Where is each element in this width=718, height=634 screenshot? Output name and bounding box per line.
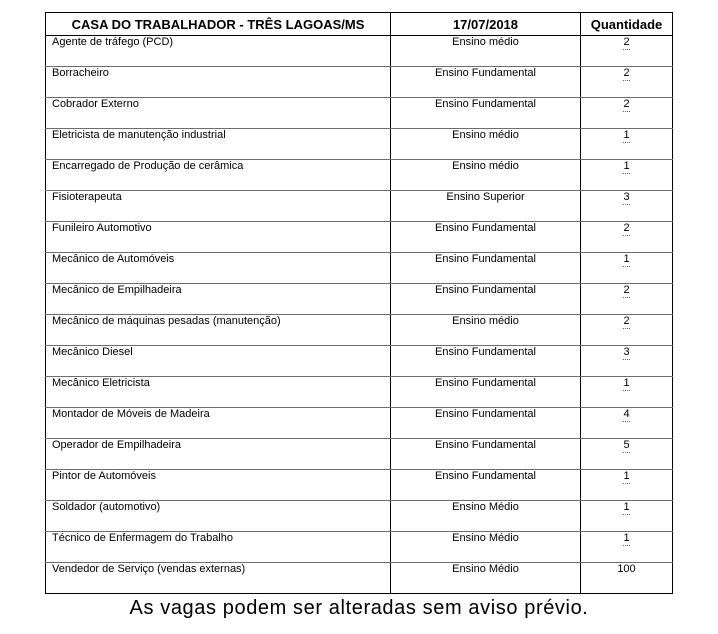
quantity-value: 1 xyxy=(623,532,630,544)
table-row xyxy=(46,439,673,470)
quantity-cell xyxy=(581,439,673,470)
table-row xyxy=(46,470,673,501)
quantity-cell xyxy=(581,377,673,408)
job-title-cell: Técnico de Enfermagem do Trabalho xyxy=(46,532,391,563)
quantity-value: 2 xyxy=(623,36,630,48)
quantity-cell xyxy=(581,501,673,532)
quantity-value: 1 xyxy=(623,470,630,482)
quantity-value: 1 xyxy=(623,160,630,172)
job-title-cell: Operador de Empilhadeira xyxy=(46,439,391,470)
quantity-value: 2 xyxy=(623,67,630,79)
education-cell: Ensino médio xyxy=(391,129,581,160)
job-title-cell: Mecânico de Automóveis xyxy=(46,253,391,284)
quantity-value: 1 xyxy=(623,129,630,141)
header-quantity: Quantidade xyxy=(581,13,673,36)
quantity-cell xyxy=(581,315,673,346)
education-cell: Ensino médio xyxy=(391,315,581,346)
quantity-cell xyxy=(581,129,673,160)
quantity-cell xyxy=(581,191,673,222)
quantity-value: 2 xyxy=(623,284,630,296)
table-row xyxy=(46,563,673,594)
education-cell: Ensino Fundamental xyxy=(391,408,581,439)
table-row xyxy=(46,67,673,98)
education-cell: Ensino Médio xyxy=(391,563,581,594)
education-cell: Ensino Fundamental xyxy=(391,98,581,129)
quantity-value: 1 xyxy=(623,253,630,265)
education-cell: Ensino Médio xyxy=(391,532,581,563)
job-title-cell: Fisioterapeuta xyxy=(46,191,391,222)
table-row xyxy=(46,408,673,439)
job-title-cell: Vendedor de Serviço (vendas externas) xyxy=(46,563,391,594)
education-cell: Ensino médio xyxy=(391,160,581,191)
job-vacancies-table xyxy=(45,12,673,594)
quantity-value: 3 xyxy=(623,191,630,203)
education-cell: Ensino Fundamental xyxy=(391,439,581,470)
job-title-cell: Borracheiro xyxy=(46,67,391,98)
quantity-cell xyxy=(581,98,673,129)
job-title-cell: Cobrador Externo xyxy=(46,98,391,129)
table-row xyxy=(46,501,673,532)
job-title-cell: Encarregado de Produção de cerâmica xyxy=(46,160,391,191)
table-header-row xyxy=(46,13,673,36)
education-cell: Ensino Fundamental xyxy=(391,470,581,501)
quantity-cell xyxy=(581,284,673,315)
table-row xyxy=(46,129,673,160)
job-title-cell: Pintor de Automóveis xyxy=(46,470,391,501)
header-title: CASA DO TRABALHADOR - TRÊS LAGOAS/MS xyxy=(46,13,391,36)
quantity-cell xyxy=(581,222,673,253)
education-cell: Ensino Médio xyxy=(391,501,581,532)
job-title-cell: Agente de tráfego (PCD) xyxy=(46,36,391,67)
quantity-cell xyxy=(581,532,673,563)
quantity-value: 2 xyxy=(623,315,630,327)
education-cell: Ensino médio xyxy=(391,36,581,67)
quantity-cell xyxy=(581,563,673,594)
table-row xyxy=(46,222,673,253)
quantity-cell xyxy=(581,253,673,284)
quantity-value: 2 xyxy=(623,222,630,234)
job-title-cell: Mecânico Eletricista xyxy=(46,377,391,408)
education-cell: Ensino Fundamental xyxy=(391,253,581,284)
education-cell: Ensino Fundamental xyxy=(391,222,581,253)
table-row xyxy=(46,346,673,377)
table-row xyxy=(46,191,673,222)
quantity-value: 100 xyxy=(617,563,636,575)
education-cell: Ensino Fundamental xyxy=(391,377,581,408)
table-row xyxy=(46,36,673,67)
quantity-cell xyxy=(581,67,673,98)
education-cell: Ensino Fundamental xyxy=(391,346,581,377)
job-title-cell: Eletricista de manutenção industrial xyxy=(46,129,391,160)
job-title-cell: Mecânico de máquinas pesadas (manutenção) xyxy=(46,315,391,346)
job-title-cell: Mecânico Diesel xyxy=(46,346,391,377)
table-row xyxy=(46,284,673,315)
education-cell: Ensino Fundamental xyxy=(391,67,581,98)
job-title-cell: Mecânico de Empilhadeira xyxy=(46,284,391,315)
quantity-value: 2 xyxy=(623,98,630,110)
table-body xyxy=(46,36,673,594)
quantity-value: 1 xyxy=(623,501,630,513)
table-row xyxy=(46,98,673,129)
job-title-cell: Funileiro Automotivo xyxy=(46,222,391,253)
quantity-value: 5 xyxy=(623,439,630,451)
education-cell: Ensino Superior xyxy=(391,191,581,222)
quantity-cell xyxy=(581,346,673,377)
table-row xyxy=(46,253,673,284)
quantity-cell xyxy=(581,36,673,67)
quantity-value: 3 xyxy=(623,346,630,358)
education-cell: Ensino Fundamental xyxy=(391,284,581,315)
quantity-cell xyxy=(581,470,673,501)
quantity-value: 1 xyxy=(623,377,630,389)
footer-notice: As vagas podem ser alteradas sem aviso prévio. xyxy=(129,597,589,619)
table-row xyxy=(46,532,673,563)
job-title-cell: Montador de Móveis de Madeira xyxy=(46,408,391,439)
job-vacancies-sheet xyxy=(45,12,672,594)
quantity-cell xyxy=(581,408,673,439)
job-title-cell: Soldador (automotivo) xyxy=(46,501,391,532)
quantity-cell xyxy=(581,160,673,191)
quantity-value: 4 xyxy=(623,408,630,420)
header-date: 17/07/2018 xyxy=(391,13,581,36)
table-row xyxy=(46,315,673,346)
table-row xyxy=(46,160,673,191)
table-row xyxy=(46,377,673,408)
